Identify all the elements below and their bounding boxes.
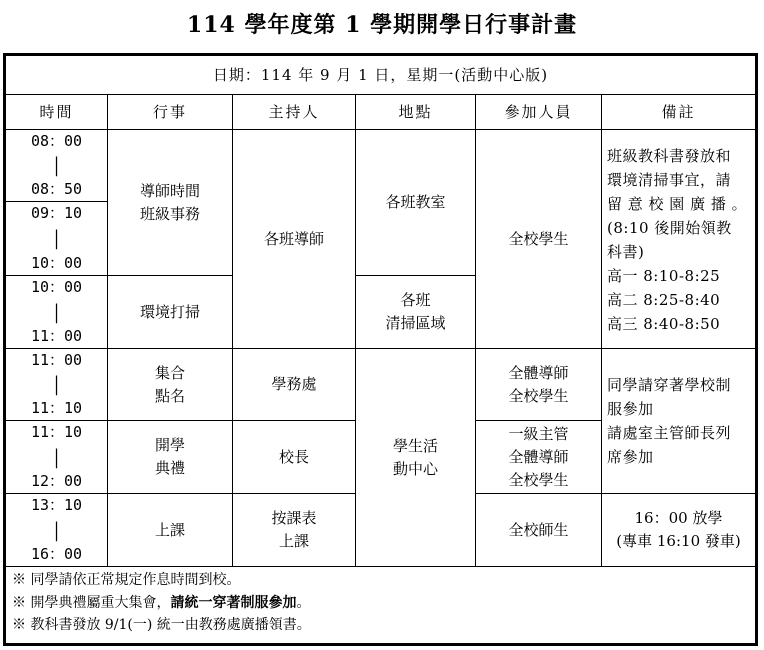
time-slot	[6, 349, 108, 421]
event-assembly	[108, 349, 233, 421]
time-separator: |	[51, 226, 62, 250]
location-line: 學生活	[392, 436, 438, 455]
remark-line: 高二 8:25-8:40	[607, 291, 721, 309]
remark-line: 科書)	[607, 243, 645, 261]
remark-line: (8:10 後開始領教	[607, 219, 732, 237]
remark-line: 請處室主管師長列	[607, 424, 732, 442]
participants-assembly	[476, 349, 602, 421]
location-cleaning	[356, 276, 476, 349]
date-line: 日期：114 年 9 月 1 日，星期一(活動中心版)	[6, 56, 755, 95]
remark-line: 環境清掃事宜，請	[607, 171, 732, 189]
host-student-affairs: 學務處	[233, 349, 356, 421]
header-event: 行事	[108, 95, 233, 130]
page-title: 114 學年度第 1 學期開學日行事計畫	[186, 12, 578, 38]
event-homeroom	[108, 130, 233, 276]
footnotes	[6, 569, 755, 637]
remark-line: 高一 8:10-8:25	[607, 267, 721, 285]
time-separator: |	[51, 299, 62, 324]
schedule-table	[3, 53, 758, 646]
time-separator: |	[51, 517, 62, 542]
footnote: ※ 教科書發放 9/1(一) 統一由教務處廣播領書。	[12, 617, 311, 633]
time-end: 11：00	[30, 327, 83, 345]
participants-ceremony	[476, 421, 602, 494]
time-end: 11：10	[30, 399, 83, 417]
header-host: 主持人	[233, 95, 356, 130]
time-slot	[6, 276, 108, 349]
time-end: 12：00	[30, 472, 83, 490]
time-slot	[6, 494, 108, 567]
location-line: 清掃區域	[385, 314, 446, 332]
remark-textbooks	[602, 130, 755, 349]
host-principal: 校長	[233, 421, 356, 494]
time-start: 10：00	[30, 278, 83, 296]
time-start: 11：10	[30, 423, 83, 441]
time-slot	[6, 421, 108, 494]
location-line: 動中心	[392, 459, 438, 478]
header-remarks: 備註	[602, 95, 755, 130]
time-slot	[6, 202, 108, 276]
footnote-emphasis: 請統一穿著制服參加	[170, 594, 297, 611]
remark-line: (專車 16:10 發車)	[616, 532, 741, 550]
location-activity-center	[356, 349, 476, 567]
time-end: 10：00	[30, 254, 83, 272]
participant-line: 全校學生	[508, 470, 569, 489]
footnote-text: 。	[296, 594, 311, 611]
header-participants: 參加人員	[476, 95, 602, 130]
time-start: 13：10	[30, 496, 83, 514]
event-line: 典禮	[154, 459, 185, 477]
time-slot	[6, 130, 108, 202]
event-line: 開學	[154, 436, 185, 454]
time-separator: |	[51, 372, 62, 396]
event-ceremony	[108, 421, 233, 494]
remark-uniform	[602, 349, 755, 494]
time-start: 11：00	[30, 351, 83, 369]
remark-line: 同學請穿著學校制	[607, 376, 732, 394]
participant-line: 全校學生	[508, 386, 569, 405]
time-start: 08：00	[30, 132, 83, 150]
footnote: ※ 同學請依正常規定作息時間到校。	[12, 572, 241, 588]
remark-dismissal	[602, 494, 755, 567]
event-line: 集合	[154, 363, 185, 382]
footnote-text: ※ 開學典禮屬重大集會，	[12, 594, 171, 611]
event-line: 點名	[154, 386, 185, 405]
remark-line: 留 意 校 園 廣 播 。	[607, 195, 748, 213]
location-line: 各班	[400, 291, 431, 309]
time-start: 09：10	[30, 204, 83, 222]
time-separator: |	[51, 444, 62, 469]
remark-line: 班級教科書發放和	[607, 147, 732, 165]
footnote	[6, 592, 755, 615]
remark-line: 16：00 放學	[634, 509, 723, 527]
participant-line: 一級主管	[508, 424, 569, 443]
host-homeroom-teacher: 各班導師	[233, 130, 356, 349]
location-classrooms: 各班教室	[356, 130, 476, 276]
host-line: 按課表	[271, 509, 317, 527]
time-separator: |	[51, 153, 62, 177]
remark-line: 席參加	[607, 448, 654, 466]
host-line: 上課	[278, 532, 309, 550]
event-cleaning: 環境打掃	[108, 276, 233, 349]
time-end: 08：50	[30, 180, 83, 198]
time-end: 16：00	[30, 545, 83, 563]
header-location: 地點	[356, 95, 476, 130]
header-time: 時間	[6, 95, 108, 130]
participants-all-students: 全校學生	[476, 130, 602, 349]
event-class: 上課	[108, 494, 233, 567]
participant-line: 全體導師	[508, 363, 569, 382]
participant-line: 全體導師	[508, 447, 569, 466]
event-line: 班級事務	[139, 204, 200, 223]
remark-line: 高三 8:40-8:50	[607, 315, 721, 333]
event-line: 導師時間	[139, 181, 200, 200]
host-schedule	[233, 494, 356, 567]
participants-class: 全校師生	[476, 494, 602, 567]
remark-line: 服參加	[607, 400, 654, 418]
